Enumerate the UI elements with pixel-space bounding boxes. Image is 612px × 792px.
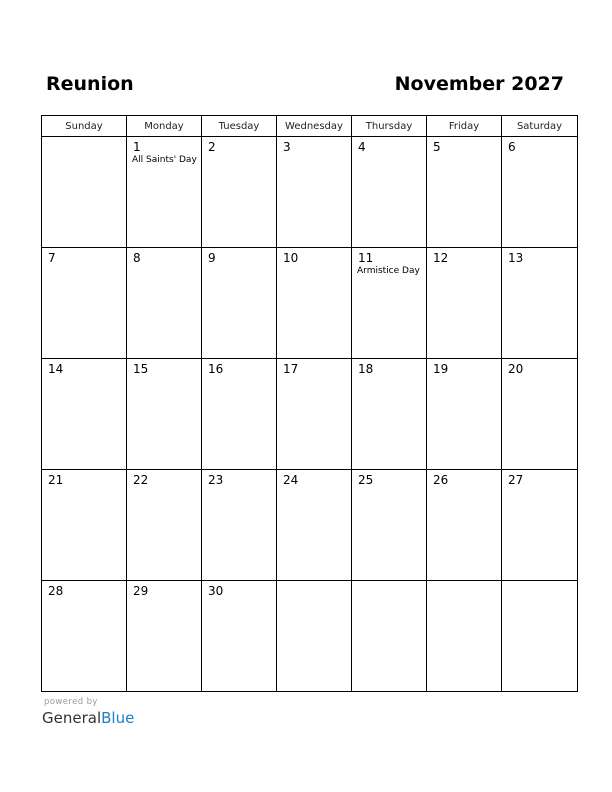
- day-number: 4: [358, 140, 366, 154]
- day-number: 29: [133, 584, 149, 598]
- week-row: [42, 137, 578, 248]
- day-number: 22: [133, 473, 149, 487]
- weekday-header: Wednesday: [277, 116, 352, 137]
- week-row: [42, 359, 578, 470]
- week-row: [42, 581, 578, 692]
- day-cell: [502, 470, 578, 581]
- day-number: 5: [433, 140, 441, 154]
- day-number: 2: [208, 140, 216, 154]
- day-cell: [127, 137, 202, 248]
- day-cell: [352, 359, 427, 470]
- day-cell: [42, 359, 127, 470]
- weekday-header: Monday: [127, 116, 202, 137]
- day-cell: [127, 359, 202, 470]
- weekday-header-row: [42, 116, 578, 137]
- day-number: 3: [283, 140, 291, 154]
- day-number: 13: [508, 251, 524, 265]
- day-cell: [202, 137, 277, 248]
- day-number: 27: [508, 473, 524, 487]
- weekday-header: Saturday: [502, 116, 578, 137]
- day-number: 16: [208, 362, 224, 376]
- day-number: 19: [433, 362, 449, 376]
- day-cell: [127, 248, 202, 359]
- day-number: 26: [433, 473, 449, 487]
- day-cell: [427, 137, 502, 248]
- day-number: 20: [508, 362, 524, 376]
- day-number: 12: [433, 251, 449, 265]
- day-cell: [42, 470, 127, 581]
- day-cell: [427, 581, 502, 692]
- calendar-grid: [41, 115, 578, 692]
- day-cell: [277, 359, 352, 470]
- month-year-title: November 2027: [394, 73, 564, 95]
- generalblue-logo[interactable]: [42, 708, 134, 728]
- day-cell: [277, 581, 352, 692]
- day-number: 21: [48, 473, 64, 487]
- day-number: 8: [133, 251, 141, 265]
- holiday-label: All Saints' Day: [132, 155, 197, 165]
- brand-blue: Blue: [101, 709, 135, 727]
- day-cell: [502, 137, 578, 248]
- day-number: 14: [48, 362, 64, 376]
- week-row: [42, 470, 578, 581]
- day-cell: [502, 581, 578, 692]
- powered-by-text: powered by: [44, 697, 98, 707]
- weekday-header: Friday: [427, 116, 502, 137]
- day-number: 7: [48, 251, 56, 265]
- day-cell: [352, 137, 427, 248]
- week-row: [42, 248, 578, 359]
- day-cell: [277, 137, 352, 248]
- day-cell: [202, 359, 277, 470]
- day-number: 30: [208, 584, 224, 598]
- day-number: 17: [283, 362, 299, 376]
- day-cell: [277, 470, 352, 581]
- day-cell: [42, 581, 127, 692]
- day-number: 24: [283, 473, 299, 487]
- region-title: Reunion: [46, 73, 134, 95]
- day-cell: [427, 470, 502, 581]
- day-cell: [427, 359, 502, 470]
- day-number: 25: [358, 473, 374, 487]
- day-cell: [127, 581, 202, 692]
- day-number: 23: [208, 473, 224, 487]
- day-cell: [502, 248, 578, 359]
- day-cell: [202, 470, 277, 581]
- weekday-header: Tuesday: [202, 116, 277, 137]
- day-cell: [427, 248, 502, 359]
- weekday-header: Sunday: [42, 116, 127, 137]
- day-cell: [202, 581, 277, 692]
- weekday-header: Thursday: [352, 116, 427, 137]
- day-cell: [352, 470, 427, 581]
- holiday-label: Armistice Day: [357, 266, 420, 276]
- day-cell: [352, 581, 427, 692]
- day-cell: [42, 248, 127, 359]
- day-number: 28: [48, 584, 64, 598]
- day-number: 15: [133, 362, 149, 376]
- day-number: 18: [358, 362, 374, 376]
- day-number: 11: [358, 251, 374, 265]
- day-cell: [352, 248, 427, 359]
- brand-general: General: [42, 709, 102, 727]
- day-number: 1: [133, 140, 141, 154]
- day-number: 10: [283, 251, 299, 265]
- day-cell: [502, 359, 578, 470]
- day-cell: [127, 470, 202, 581]
- day-cell: [42, 137, 127, 248]
- day-number: 9: [208, 251, 216, 265]
- day-cell: [277, 248, 352, 359]
- day-cell: [202, 248, 277, 359]
- day-number: 6: [508, 140, 516, 154]
